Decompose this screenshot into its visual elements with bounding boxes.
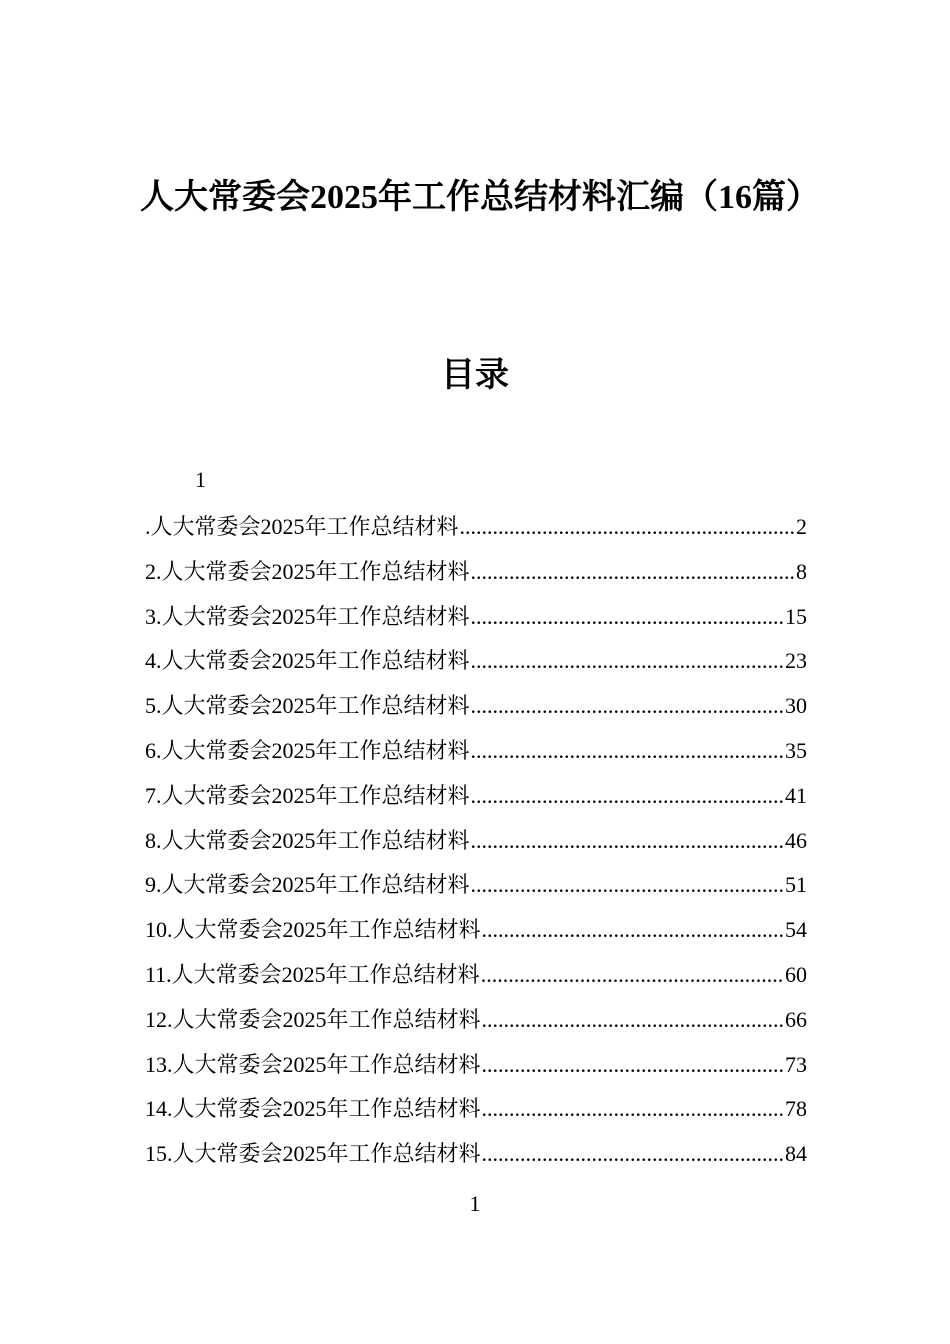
toc-entry-page: 73	[785, 1051, 807, 1077]
toc-entry-label: 3.人大常委会2025年工作总结材料	[145, 603, 470, 629]
toc-leader-dots	[471, 639, 784, 684]
toc-entry-page: 23	[785, 648, 807, 674]
toc-entry-page: 8	[796, 558, 807, 584]
toc-entry-page: 51	[785, 872, 807, 898]
toc-entry-page: 84	[785, 1141, 807, 1167]
toc-entry-label: 11.人大常委会2025年工作总结材料	[145, 961, 480, 987]
toc-entry-page: 30	[785, 693, 807, 719]
document-title: 人大常委会2025年工作总结材料汇编（16篇）	[140, 179, 820, 216]
toc-entry-page: 41	[785, 782, 807, 808]
toc-entry[interactable]	[145, 729, 807, 774]
toc-entry[interactable]	[145, 819, 807, 864]
toc-list	[145, 505, 807, 1177]
toc-entry-label: 9.人大常委会2025年工作总结材料	[145, 872, 470, 898]
toc-entry[interactable]	[145, 998, 807, 1043]
toc-entry-page: 2	[796, 514, 807, 539]
toc-leader-dots	[471, 774, 784, 819]
toc-entry[interactable]	[145, 774, 807, 819]
toc-heading: 目录	[441, 357, 509, 394]
toc-leader-dots	[471, 729, 784, 774]
toc-entry[interactable]	[145, 1087, 807, 1132]
toc-leader-dots	[482, 1043, 784, 1088]
toc-entry-label: .人大常委会2025年工作总结材料	[145, 514, 459, 539]
toc-entry-page: 46	[785, 827, 807, 853]
toc-entry-page: 78	[785, 1096, 807, 1122]
toc-entry[interactable]	[145, 863, 807, 908]
toc-leader-dots	[482, 1087, 784, 1132]
toc-entry-label: 8.人大常委会2025年工作总结材料	[145, 827, 470, 853]
toc-leader-dots	[460, 505, 795, 550]
toc-entry[interactable]	[145, 1132, 807, 1177]
toc-leader-dots	[471, 684, 784, 729]
toc-leader-dots	[482, 908, 784, 953]
page-number: 1	[469, 1191, 481, 1216]
toc-entry-label: 13.人大常委会2025年工作总结材料	[145, 1051, 481, 1077]
toc-entry[interactable]	[145, 595, 807, 640]
toc-entry-label: 12.人大常委会2025年工作总结材料	[145, 1006, 481, 1032]
toc-entry-label: 10.人大常委会2025年工作总结材料	[145, 917, 481, 943]
toc-entry-label: 5.人大常委会2025年工作总结材料	[145, 693, 470, 719]
toc-entry[interactable]	[145, 1043, 807, 1088]
toc-entry[interactable]	[145, 550, 807, 595]
toc-entry-label: 6.人大常委会2025年工作总结材料	[145, 737, 470, 763]
toc-entry[interactable]	[145, 684, 807, 729]
toc-leader-dots	[482, 998, 784, 1043]
toc-entry-page: 35	[785, 737, 807, 763]
toc-entry-label: 2.人大常委会2025年工作总结材料	[145, 558, 470, 584]
toc-entry[interactable]	[145, 639, 807, 684]
toc-entry-label: 15.人大常委会2025年工作总结材料	[145, 1141, 481, 1167]
toc-entry-page: 54	[785, 917, 807, 943]
toc-leader-dots	[471, 595, 784, 640]
toc-entry[interactable]	[145, 505, 807, 550]
toc-leader-dots	[481, 953, 784, 998]
toc-entry[interactable]	[145, 953, 807, 998]
toc-entry-page: 15	[785, 603, 807, 629]
toc-entry-page: 66	[785, 1006, 807, 1032]
toc-entry-label: 4.人大常委会2025年工作总结材料	[145, 648, 470, 674]
toc-leader-dots	[471, 819, 784, 864]
toc-first-entry-number: 1	[195, 467, 206, 492]
toc-entry-page: 60	[785, 961, 807, 987]
toc-leader-dots	[482, 1132, 784, 1177]
toc-entry[interactable]	[145, 908, 807, 953]
toc-entry-label: 14.人大常委会2025年工作总结材料	[145, 1096, 481, 1122]
toc-entry-label: 7.人大常委会2025年工作总结材料	[145, 782, 470, 808]
toc-leader-dots	[471, 863, 784, 908]
toc-leader-dots	[471, 550, 795, 595]
